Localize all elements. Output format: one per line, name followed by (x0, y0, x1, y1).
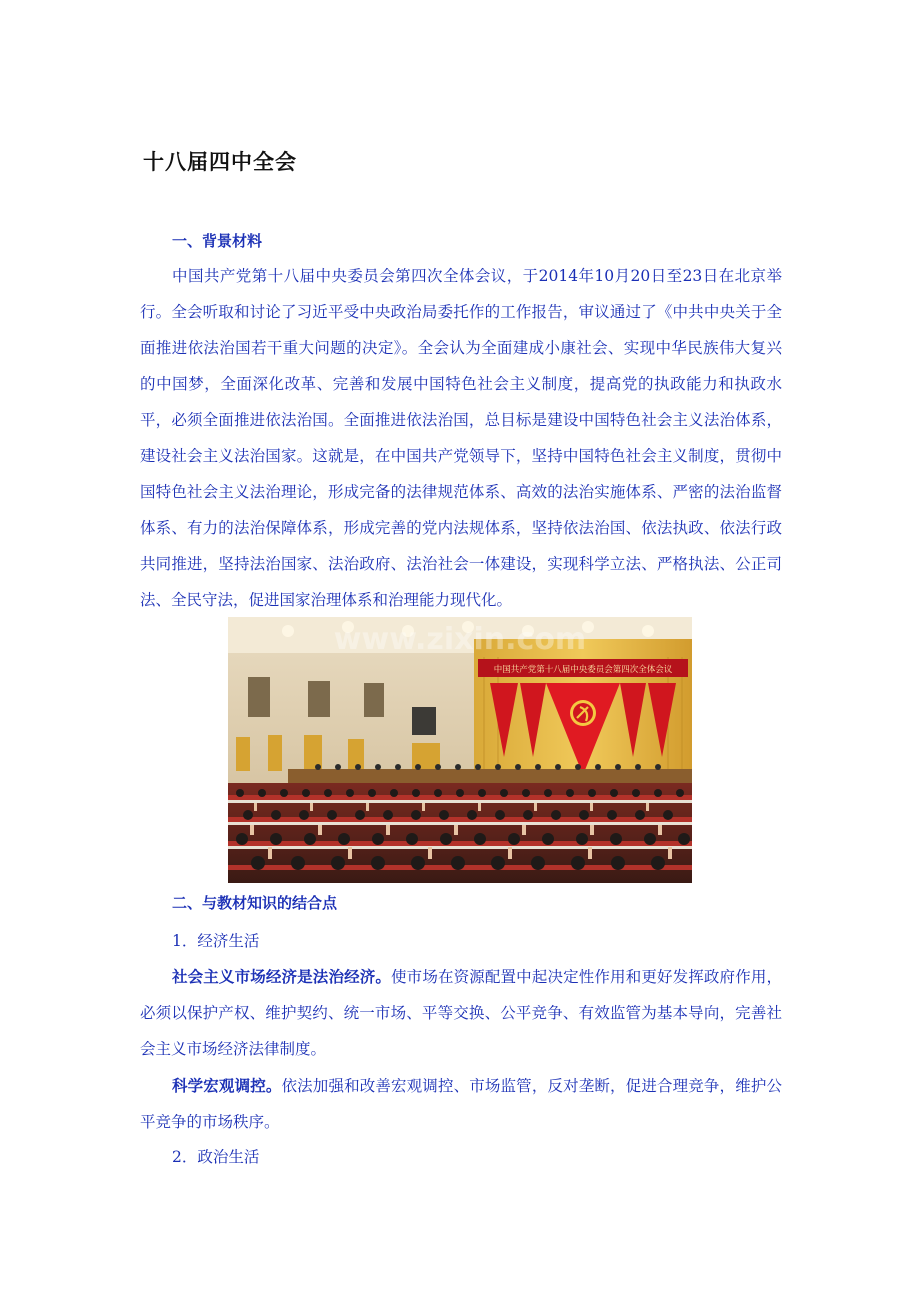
macro-control-paragraph (140, 1068, 782, 1140)
meeting-photo (228, 617, 692, 883)
section-heading-textbook: 二、与教材知识的结合点 (172, 894, 338, 912)
economy-paragraph-text: 使市场在资源配置中起决定性作用和更好发挥政府作用，必须以保护产权、维护契约、统一市场、平等交换、公平竞争、有效监管为基本导向，完善社会主义市场经济法律制度。 (140, 968, 782, 1058)
background-paragraph: 中国共产党第十八届中央委员会第四次全体会议，于2014年10月20日至23日在北京举行。全会听取和讨论了习近平受中央政治局委托作的工作报告，审议通过了《中共中央关于全面推进依法治国若干重大问题的决定》。全会认为全面建成小康社会、实现中华民族伟大复兴的中国梦，全面深化改革、完善和发展中国特色社会主义制度，提高党的执政能力和执政水平，必须全面推进依法治国。全面推进依法治国，总目标是建设中国特色社会主义法治体系，建设社会主义法治国家。这就是，在中国共产党领导下，坚持中国特色社会主义制度，贯彻中国特色社会主义法治理论，形成完备的法律规范体系、高效的法治实施体系、严密的法治监督体系、有力的法治保障体系，形成完善的党内法规体系，坚持依法治国、依法执政、依法行政共同推进，坚持法治国家、法治政府、法治社会一体建设，实现科学立法、严格执法、公正司法、全民守法，促进国家治理体系和治理能力现代化。 (140, 267, 782, 609)
macro-control-text: 依法加强和改善宏观调控、市场监管，反对垄断，促进合理竞争，维护公平竞争的市场秩序。 (140, 1077, 782, 1131)
macro-control-lead: 科学宏观调控。 (172, 1076, 282, 1095)
subsection-economic-life: 1．经济生活 (172, 932, 260, 950)
section-heading-background: 一、背景材料 (172, 232, 263, 250)
economy-paragraph (140, 959, 782, 1067)
economy-paragraph-lead: 社会主义市场经济是法治经济。 (172, 967, 392, 986)
photo-watermark: www.zixin.com (333, 622, 587, 657)
subsection-political-life: 2．政治生活 (172, 1148, 260, 1166)
page-title: 十八届四中全会 (143, 149, 297, 174)
banner-text: 中国共产党第十八届中央委员会第四次全体会议 (493, 665, 673, 675)
